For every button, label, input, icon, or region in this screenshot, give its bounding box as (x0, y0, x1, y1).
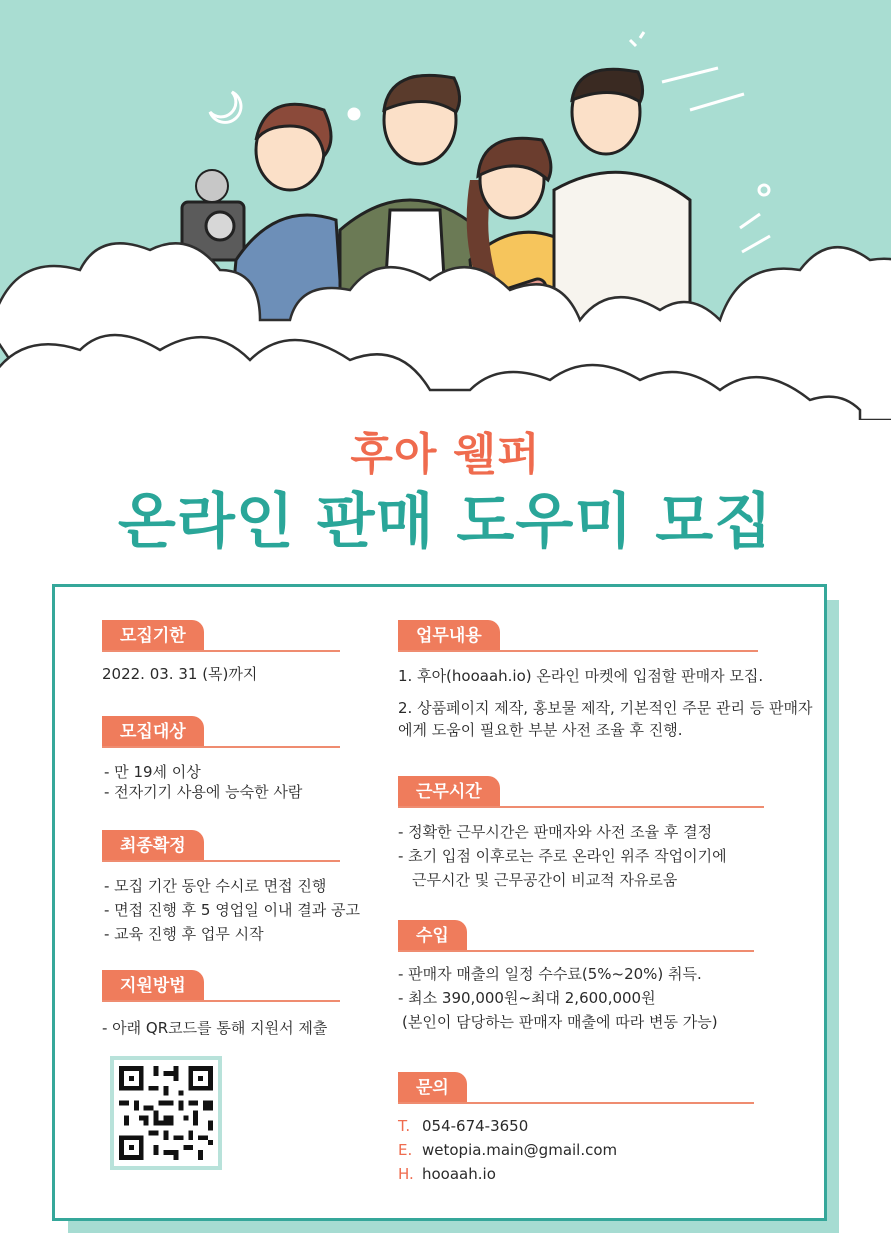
qr-code-image (114, 1060, 218, 1166)
contact-homepage (398, 1162, 496, 1186)
divider (102, 1000, 340, 1002)
divider (102, 650, 340, 652)
section-label: 수입 (398, 920, 467, 952)
duties-line: 1. 후아(hooaah.io) 온라인 마켓에 입점할 판매자 모집. (398, 667, 764, 685)
target-line: - 만 19세 이상 (104, 763, 201, 781)
final-line: - 면접 진행 후 5 영업일 이내 결과 공고 (104, 901, 360, 919)
section-label: 최종확정 (102, 830, 204, 862)
final-line: - 모집 기간 동안 수시로 면접 진행 (104, 877, 327, 895)
divider (398, 650, 758, 652)
section-apply (102, 970, 204, 1002)
contact-email (398, 1138, 617, 1162)
income-line: (본인이 담당하는 판매자 매출에 따라 변동 가능) (402, 1013, 718, 1031)
section-label: 문의 (398, 1072, 467, 1104)
section-final (102, 830, 204, 862)
section-income (398, 920, 467, 952)
moon-icon (210, 92, 241, 122)
deadline-text: 2022. 03. 31 (목)까지 (102, 665, 258, 683)
section-label: 지원방법 (102, 970, 204, 1002)
section-label: 업무내용 (398, 620, 500, 652)
apply-line: - 아래 QR코드를 통해 지원서 제출 (102, 1019, 328, 1037)
page-title: 온라인 판매 도우미 모집 (117, 487, 774, 557)
phone-value[interactable]: 054-674-3650 (422, 1117, 529, 1135)
hours-line: - 정확한 근무시간은 판매자와 사전 조율 후 결정 (398, 823, 713, 841)
section-deadline (102, 620, 204, 652)
section-label: 근무시간 (398, 776, 500, 808)
target-line: - 전자기기 사용에 능숙한 사람 (104, 783, 303, 801)
divider (398, 1102, 754, 1104)
divider (398, 806, 764, 808)
email-key: E. (398, 1141, 413, 1159)
income-line: - 판매자 매출의 일정 수수료(5%~20%) 취득. (398, 965, 702, 983)
divider (102, 860, 340, 862)
page-subtitle: 후아 웰퍼 (350, 429, 541, 480)
homepage-key: H. (398, 1165, 414, 1183)
qr-code-icon[interactable] (110, 1056, 222, 1170)
phone-key: T. (398, 1117, 411, 1135)
duties-line: 에게 도움이 필요한 부분 사전 조율 후 진행. (398, 721, 683, 739)
final-line: - 교육 진행 후 업무 시작 (104, 925, 264, 943)
section-target (102, 716, 204, 748)
section-hours (398, 776, 500, 808)
section-contact (398, 1072, 467, 1104)
email-value[interactable]: wetopia.main@gmail.com (422, 1141, 618, 1159)
divider (102, 746, 340, 748)
section-duties (398, 620, 500, 652)
income-line: - 최소 390,000원~최대 2,600,000원 (398, 989, 656, 1007)
contact-phone (398, 1114, 528, 1138)
section-label: 모집기한 (102, 620, 204, 652)
hours-line: 근무시간 및 근무공간이 비교적 자유로움 (412, 871, 678, 889)
hero-art (0, 0, 891, 420)
divider (398, 950, 754, 952)
homepage-value[interactable]: hooaah.io (422, 1165, 496, 1183)
clouds (0, 243, 891, 420)
hours-line: - 초기 입점 이후로는 주로 온라인 위주 작업이기에 (398, 847, 727, 865)
section-label: 모집대상 (102, 716, 204, 748)
duties-line: 2. 상품페이지 제작, 홍보물 제작, 기본적인 주문 관리 등 판매자 (398, 699, 813, 717)
hero-illustration (0, 0, 891, 420)
